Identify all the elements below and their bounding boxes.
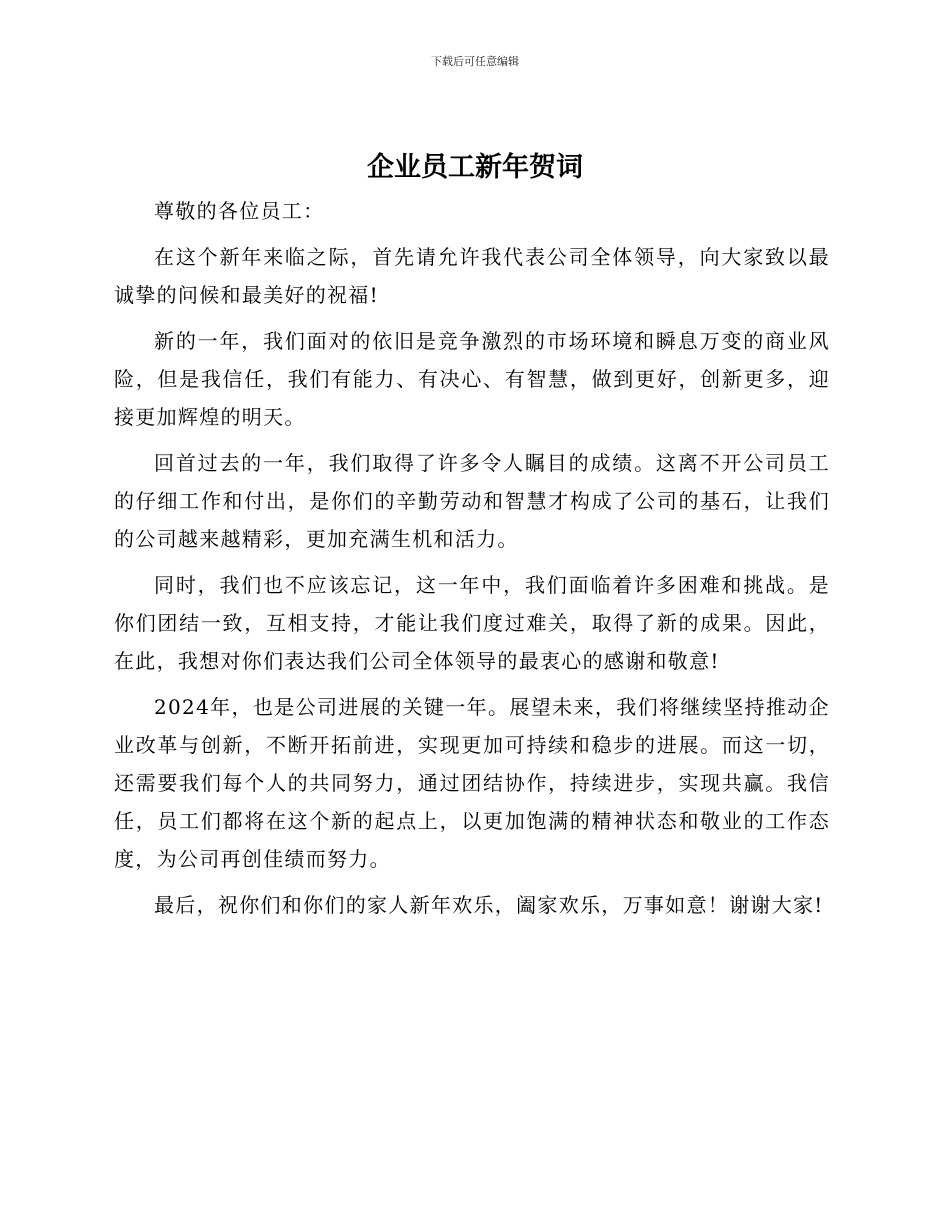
header-note: 下载后可任意编辑 — [431, 55, 519, 68]
document-body — [114, 192, 830, 932]
paragraph-closing: 最后，祝你们和你们的家人新年欢乐，阖家欢乐，万事如意！谢谢大家! — [154, 893, 824, 917]
paragraph-review: 回首过去的一年，我们取得了许多令人瞩目的成绩。这离不开公司员工的仔细工作和付出，是你们的辛勤劳动和智慧才构成了公司的基石，让我们的公司越来越精彩，更加充满生机和活力。 — [114, 451, 830, 551]
paragraph-challenges: 同时，我们也不应该忘记，这一年中，我们面临着许多困难和挑战。是你们团结一致，互相支持，才能让我们度过难关，取得了新的成果。因此，在此，我想对你们表达我们公司全体领导的最衷心的感谢和敬意! — [114, 573, 830, 673]
document-title: 企业员工新年贺词 — [367, 152, 583, 183]
paragraph-greeting: 在这个新年来临之际，首先请允许我代表公司全体领导，向大家致以最诚挚的问候和最美好的祝福! — [114, 245, 830, 307]
paragraph-outlook: 2024年，也是公司进展的关键一年。展望未来，我们将继续坚持推动企业改革与创新，不断开拓前进，实现更加可持续和稳步的进展。而这一切，还需要我们每个人的共同努力，通过团结协作，持续进步，实现共赢。我信任，员工们都将在这个新的起点上，以更加饱满的精神状态和敬业的工作态度，为公司再创佳绩而努力。 — [114, 695, 830, 871]
paragraph-new-year: 新的一年，我们面对的依旧是竞争激烈的市场环境和瞬息万变的商业风险，但是我信任，我们有能力、有决心、有智慧，做到更好，创新更多，迎接更加辉煌的明天。 — [114, 329, 830, 429]
salutation: 尊敬的各位员工： — [154, 199, 325, 223]
